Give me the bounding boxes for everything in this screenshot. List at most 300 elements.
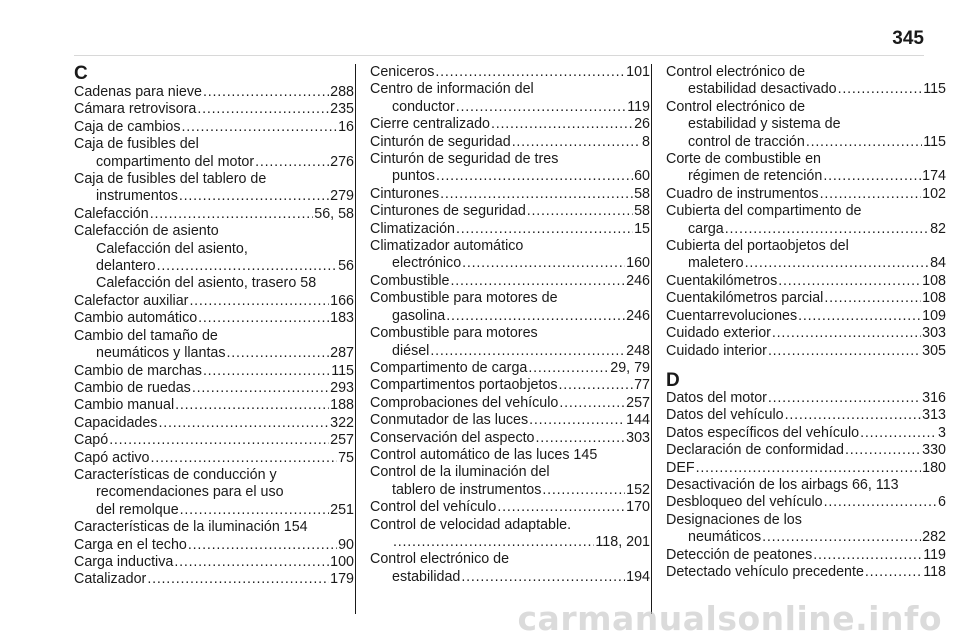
dot-leader	[393, 534, 594, 551]
page-reference: 118	[923, 563, 946, 580]
index-entry-line	[370, 447, 650, 464]
index-term: Climatizador automático	[370, 238, 524, 255]
index-term: compartimento del motor	[96, 153, 255, 170]
index-term: Caja de cambios	[74, 118, 181, 135]
page-reference: 322	[330, 414, 354, 431]
index-term: Cambio automático	[74, 310, 198, 327]
index-entry	[370, 186, 650, 203]
index-entry-line	[666, 512, 946, 529]
dot-leader	[785, 407, 922, 424]
dot-leader	[440, 186, 633, 203]
index-entry-line	[74, 571, 354, 588]
index-entry-line	[74, 241, 354, 258]
index-entry-line	[370, 360, 650, 377]
page-reference: 316	[922, 389, 946, 406]
index-entry	[666, 64, 946, 99]
page-reference: 144	[626, 412, 650, 429]
index-entry	[370, 203, 650, 220]
page-reference: 194	[626, 568, 650, 585]
column-divider	[355, 64, 356, 614]
index-entry	[370, 447, 650, 464]
index-entry	[666, 325, 946, 342]
index-term: Capó activo	[74, 449, 150, 466]
page-reference: 119	[627, 98, 650, 115]
index-entry-line	[74, 554, 354, 571]
page-reference: 100	[330, 553, 354, 570]
page-reference: 180	[922, 459, 946, 476]
section-letter-heading: C	[74, 63, 88, 84]
index-column-2	[370, 64, 650, 586]
index-entry-line	[74, 119, 354, 136]
index-term: estabilidad	[392, 568, 461, 585]
index-term: Detección de peatones	[666, 546, 813, 563]
dot-leader	[725, 221, 929, 238]
index-term: Caja de fusibles del	[74, 136, 199, 153]
index-entry-line	[370, 551, 650, 568]
page-reference: 77	[634, 377, 650, 394]
page-reference: 152	[626, 481, 650, 498]
index-term: Climatización	[370, 220, 456, 237]
page-reference: 16	[338, 118, 354, 135]
index-entry-line	[74, 432, 354, 449]
index-term: Control de velocidad adaptable.	[370, 516, 572, 533]
dot-leader	[462, 255, 625, 272]
index-term: Cuentarrevoluciones	[666, 307, 798, 324]
index-term: Declaración de conformidad	[666, 442, 845, 459]
index-entry-line	[74, 310, 354, 327]
index-entry-line	[666, 477, 946, 494]
index-term: Calefactor auxiliar	[74, 292, 189, 309]
index-term: Combustible para motores de	[370, 290, 558, 307]
index-entry-line	[370, 290, 650, 307]
page-reference: 109	[922, 307, 946, 324]
index-term: Desactivación de los airbags 66, 113	[666, 476, 899, 493]
page-reference: 56	[338, 258, 354, 275]
index-entry-line	[666, 186, 946, 203]
index-term: Características de conducción y	[74, 466, 277, 483]
index-entry	[666, 238, 946, 273]
page-reference: 26	[634, 116, 650, 133]
dot-leader	[823, 168, 921, 185]
page-reference: 8	[642, 133, 650, 150]
index-entry-line	[666, 442, 946, 459]
index-term: Control electrónico de	[666, 98, 806, 115]
index-entry-line	[370, 499, 650, 516]
index-entry	[666, 547, 946, 564]
index-entry-line	[370, 412, 650, 429]
dot-leader	[813, 547, 922, 564]
index-entry	[666, 407, 946, 424]
index-entry-line	[370, 64, 650, 81]
index-entry	[370, 412, 650, 429]
index-term: Control de la iluminación del	[370, 464, 550, 481]
index-entry-line	[74, 537, 354, 554]
index-entry	[74, 136, 354, 171]
page-reference: 330	[922, 442, 946, 459]
index-entry	[370, 430, 650, 447]
index-entry-line	[666, 325, 946, 342]
index-entry-line	[666, 221, 946, 238]
index-entry-line	[74, 171, 354, 188]
index-entry-line	[370, 308, 650, 325]
index-term: delantero	[96, 258, 156, 275]
index-entry	[74, 415, 354, 432]
index-entry	[74, 519, 354, 536]
index-entry-line	[666, 151, 946, 168]
index-term: Centro de información del	[370, 81, 534, 98]
index-term: régimen de retención	[688, 168, 823, 185]
dot-leader	[527, 203, 633, 220]
index-column-3	[666, 64, 946, 581]
index-entry	[666, 512, 946, 547]
dot-leader	[865, 564, 922, 581]
index-entry-line	[74, 397, 354, 414]
index-entry-line	[74, 223, 354, 240]
index-term: Control electrónico de	[370, 551, 510, 568]
index-entry	[666, 308, 946, 325]
index-term: Cubierta del portaobjetos del	[666, 238, 849, 255]
index-term: Detectado vehículo precedente	[666, 563, 864, 580]
page-reference: 6	[938, 494, 946, 511]
index-entry-line	[666, 308, 946, 325]
dot-leader	[768, 390, 921, 407]
dot-leader	[174, 554, 329, 571]
index-entry-line	[370, 517, 650, 534]
page-reference: 188	[330, 397, 354, 414]
index-term: Compartimentos portaobjetos	[370, 377, 558, 394]
index-entry-line	[74, 484, 354, 501]
page-reference: 108	[922, 290, 946, 307]
index-term: estabilidad y sistema de	[688, 116, 841, 133]
page-reference: 3	[938, 424, 946, 441]
index-entry	[74, 537, 354, 554]
page-reference: 276	[330, 153, 354, 170]
index-entry	[666, 343, 946, 360]
dot-leader	[203, 363, 330, 380]
dot-leader	[798, 308, 921, 325]
index-term: Corte de combustible en	[666, 151, 821, 168]
watermark-text: carmanualsonline.info	[517, 599, 942, 638]
index-term: Cierre centralizado	[370, 116, 490, 133]
page-reference: 246	[626, 307, 650, 324]
index-entry	[666, 151, 946, 186]
page-reference: 248	[626, 342, 650, 359]
dot-leader	[192, 380, 329, 397]
index-entry-line	[370, 464, 650, 481]
index-entry-line	[370, 273, 650, 290]
dot-leader	[227, 345, 330, 362]
index-entry	[370, 64, 650, 81]
index-term: estabilidad desactivado	[688, 81, 837, 98]
page-reference: 305	[922, 342, 946, 359]
index-entry-line	[370, 151, 650, 168]
index-entry	[74, 328, 354, 363]
page-reference: 170	[626, 499, 650, 516]
page-reference: 174	[922, 168, 946, 185]
index-entry-line	[370, 186, 650, 203]
page-reference: 90	[338, 536, 354, 553]
dot-leader	[450, 273, 625, 290]
index-entry-line	[370, 430, 650, 447]
dot-leader	[824, 290, 921, 307]
page-reference: 58	[634, 203, 650, 220]
index-entry	[74, 119, 354, 136]
index-entry-line	[666, 460, 946, 477]
index-entry-line	[666, 273, 946, 290]
page-reference: 303	[922, 325, 946, 342]
index-entry	[666, 425, 946, 442]
index-entry	[370, 395, 650, 412]
index-term: Cuidado interior	[666, 342, 767, 359]
index-term: Control electrónico de	[666, 64, 806, 80]
index-entry	[666, 494, 946, 511]
index-entry	[370, 81, 650, 116]
index-entry	[370, 221, 650, 238]
index-entry	[74, 432, 354, 449]
index-entry	[666, 99, 946, 151]
dot-leader	[198, 310, 329, 327]
index-entry	[74, 363, 354, 380]
page-reference: 257	[626, 394, 650, 411]
index-term: Combustible para motores	[370, 325, 538, 342]
index-term: Cambio de marchas	[74, 362, 202, 379]
index-entry-line	[74, 258, 354, 275]
index-entry	[666, 460, 946, 477]
index-term: Ceniceros	[370, 64, 435, 80]
dot-leader	[696, 460, 922, 477]
page-reference: 115	[331, 362, 354, 379]
dot-leader	[860, 425, 937, 442]
index-entry	[666, 390, 946, 407]
index-entry-line	[74, 136, 354, 153]
index-entry-line	[666, 64, 946, 81]
index-entry-line	[370, 99, 650, 116]
index-term: Cámara retrovisora	[74, 101, 197, 118]
index-term: tablero de instrumentos	[392, 481, 542, 498]
index-entry	[370, 116, 650, 133]
index-entry-line	[666, 203, 946, 220]
index-term: Cuadro de instrumentos	[666, 185, 819, 202]
index-entry-line	[666, 290, 946, 307]
dot-leader	[824, 494, 937, 511]
index-entry	[370, 360, 650, 377]
index-entry-line	[74, 206, 354, 223]
index-term: Designaciones de los	[666, 511, 802, 528]
index-entry	[74, 380, 354, 397]
index-term: Cinturón de seguridad	[370, 133, 511, 150]
page-reference: 75	[338, 449, 354, 466]
index-entry-line	[74, 519, 354, 536]
index-entry-line	[666, 564, 946, 581]
page-reference: 108	[922, 272, 946, 289]
page-reference: 183	[330, 310, 354, 327]
index-entry-line	[666, 343, 946, 360]
page-reference: 102	[922, 185, 946, 202]
index-entry-line	[370, 395, 650, 412]
index-entry	[370, 499, 650, 516]
page-reference: 15	[634, 220, 650, 237]
index-term: Conservación del aspecto	[370, 429, 535, 446]
dot-leader	[528, 360, 609, 377]
index-entry-line	[666, 168, 946, 185]
index-entry-line	[74, 101, 354, 118]
page-reference: 101	[626, 64, 650, 80]
dot-leader	[150, 206, 314, 223]
page-reference: 282	[922, 529, 946, 546]
header-rule	[74, 55, 924, 56]
index-entry	[74, 223, 354, 293]
index-column-1	[74, 64, 354, 589]
index-entry-line	[666, 407, 946, 424]
index-term: DEF	[666, 459, 695, 476]
index-entry-line	[370, 81, 650, 98]
page-reference: 287	[330, 345, 354, 362]
index-entry-line	[370, 377, 650, 394]
index-entry-line	[370, 134, 650, 151]
dot-leader	[175, 397, 329, 414]
index-term: Cuidado exterior	[666, 325, 771, 342]
index-term: gasolina	[392, 307, 446, 324]
index-term: Calefacción del asiento,	[96, 240, 248, 257]
dot-leader	[772, 325, 921, 342]
dot-leader	[157, 258, 337, 275]
index-term: Comprobaciones del vehículo	[370, 394, 559, 411]
page-reference: 288	[330, 84, 354, 100]
index-entry-line	[666, 134, 946, 151]
index-entry	[74, 171, 354, 206]
index-entry-line	[370, 168, 650, 185]
dot-leader	[179, 188, 329, 205]
index-entry	[666, 477, 946, 494]
dot-leader	[188, 537, 337, 554]
page-reference: 82	[930, 220, 946, 237]
index-entry	[74, 554, 354, 571]
page-reference: 166	[330, 292, 354, 309]
dot-leader	[255, 154, 329, 171]
index-entry-line	[370, 569, 650, 586]
index-entry	[370, 151, 650, 186]
index-term: maletero	[688, 255, 744, 272]
page-number: 345	[892, 28, 924, 49]
dot-leader	[806, 134, 922, 151]
column-divider	[651, 64, 652, 614]
index-entry	[370, 273, 650, 290]
page-reference: 29, 79	[610, 359, 650, 376]
dot-leader	[529, 412, 625, 429]
dot-leader	[461, 569, 625, 586]
index-entry-line	[74, 363, 354, 380]
dot-leader	[151, 450, 338, 467]
index-entry-line	[74, 293, 354, 310]
index-entry-line	[74, 415, 354, 432]
dot-leader	[778, 273, 921, 290]
dot-leader	[436, 168, 633, 185]
index-entry-line	[666, 81, 946, 98]
index-term: Cadenas para nieve	[74, 84, 202, 100]
index-term: Cinturón de seguridad de tres	[370, 151, 559, 168]
index-term: diésel	[392, 342, 430, 359]
dot-leader	[109, 432, 329, 449]
dot-leader	[435, 64, 625, 81]
index-entry	[370, 517, 650, 552]
index-entry	[370, 464, 650, 499]
index-entry-line	[74, 84, 354, 101]
dot-leader	[536, 430, 626, 447]
index-term: neumáticos	[688, 529, 762, 546]
page-reference: 115	[923, 81, 946, 98]
index-entry	[74, 293, 354, 310]
index-term: control de tracción	[688, 133, 805, 150]
dot-leader	[745, 255, 929, 272]
dot-leader	[147, 571, 329, 588]
index-term: Cambio manual	[74, 397, 175, 414]
index-term: Capacidades	[74, 414, 158, 431]
index-entry	[666, 186, 946, 203]
index-entry	[74, 101, 354, 118]
page-reference: 60	[634, 168, 650, 185]
page-reference: 235	[330, 101, 354, 118]
index-term: instrumentos	[96, 188, 178, 205]
index-term: carga	[688, 220, 724, 237]
page-reference: 179	[330, 571, 354, 588]
index-term: Características de la iluminación 154	[74, 519, 308, 536]
index-term: Cinturones	[370, 185, 440, 202]
index-entry	[666, 273, 946, 290]
section-letter-heading: D	[666, 369, 680, 391]
index-term: recomendaciones para el uso	[96, 484, 284, 501]
dot-leader	[820, 186, 922, 203]
index-term: Conmutador de las luces	[370, 412, 529, 429]
page-reference: 58	[634, 185, 650, 202]
index-entry-line	[74, 154, 354, 171]
dot-leader	[497, 499, 625, 516]
index-entry	[74, 450, 354, 467]
page-reference: 251	[330, 501, 354, 518]
index-term: Cubierta del compartimento de	[666, 203, 862, 220]
index-entry-line	[666, 547, 946, 564]
index-term: Datos específicos del vehículo	[666, 424, 860, 441]
index-entry	[74, 84, 354, 101]
page-reference: 84	[930, 255, 946, 272]
index-term: Caja de fusibles del tablero de	[74, 171, 267, 188]
dot-leader	[456, 221, 633, 238]
index-entry-line	[666, 116, 946, 133]
dot-leader	[559, 395, 625, 412]
index-entry-line	[666, 425, 946, 442]
index-entry	[74, 571, 354, 588]
dot-leader	[512, 134, 641, 151]
index-term: Compartimento de carga	[370, 359, 528, 376]
index-entry	[666, 290, 946, 307]
index-entry-line	[370, 203, 650, 220]
dot-leader	[838, 81, 923, 98]
dot-leader	[203, 84, 329, 101]
index-entry-line	[370, 238, 650, 255]
index-entry-line	[74, 450, 354, 467]
index-term: Cinturones de seguridad	[370, 203, 526, 220]
index-entry	[666, 564, 946, 581]
index-entry	[370, 238, 650, 273]
index-entry	[370, 325, 650, 360]
index-entry-line	[666, 238, 946, 255]
dot-leader	[180, 502, 329, 519]
dot-leader	[845, 442, 921, 459]
index-entry-line	[666, 99, 946, 116]
index-term: Cuentakilómetros parcial	[666, 290, 824, 307]
page-reference: 56, 58	[314, 205, 354, 222]
index-entry-line	[666, 529, 946, 546]
index-term: Cambio de ruedas	[74, 379, 191, 396]
